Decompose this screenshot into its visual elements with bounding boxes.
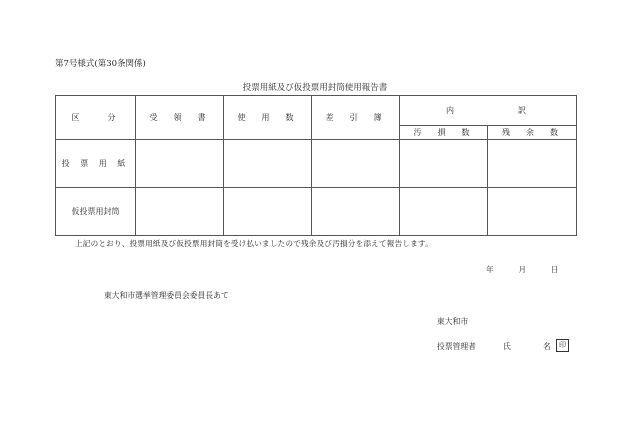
signer-surname-label: 氏	[503, 342, 511, 351]
header-balance: 差 引 簿	[312, 96, 400, 140]
form-label: 第7号様式(第30条関係)	[55, 59, 146, 69]
seal-box: 印	[556, 339, 569, 352]
cell-ballot-used	[224, 140, 312, 188]
signer-name-label: 名	[543, 342, 551, 351]
row-label-ballot: 投 票 用 紙	[56, 140, 136, 188]
header-remaining: 残 余 数	[488, 126, 577, 140]
date-day: 日	[550, 265, 559, 274]
cell-envelope-used	[224, 188, 312, 236]
header-used: 使 用 数	[224, 96, 312, 140]
cell-ballot-received	[136, 140, 224, 188]
cell-ballot-balance	[312, 140, 400, 188]
table-row	[56, 140, 577, 188]
header-received: 受 領 書	[136, 96, 224, 140]
cell-envelope-remaining	[488, 188, 577, 236]
report-note: 上記のとおり、投票用紙及び仮投票用封筒を受け払いましたので残余及び汚損分を添えて報告します。	[75, 239, 433, 248]
signer-role: 投票管理者	[437, 342, 476, 351]
table-row	[56, 188, 577, 236]
header-damaged: 汚 損 数	[400, 126, 488, 140]
row-label-envelope: 仮投票用封筒	[56, 188, 136, 236]
cell-ballot-remaining	[488, 140, 577, 188]
cell-ballot-damaged	[400, 140, 488, 188]
document-title: 投票用紙及び仮投票用封筒使用報告書	[242, 83, 388, 93]
header-category: 区 分	[56, 96, 136, 140]
report-table	[55, 95, 577, 236]
city-name: 東大和市	[437, 317, 469, 326]
date-month: 月	[518, 265, 527, 274]
cell-envelope-damaged	[400, 188, 488, 236]
cell-envelope-balance	[312, 188, 400, 236]
date-year: 年	[486, 265, 494, 274]
addressee: 東大和市選挙管理委員会委員長あて	[104, 291, 229, 300]
date-line	[486, 264, 558, 275]
header-breakdown: 内 訳	[400, 96, 577, 126]
table-header-row	[56, 96, 577, 126]
cell-envelope-received	[136, 188, 224, 236]
